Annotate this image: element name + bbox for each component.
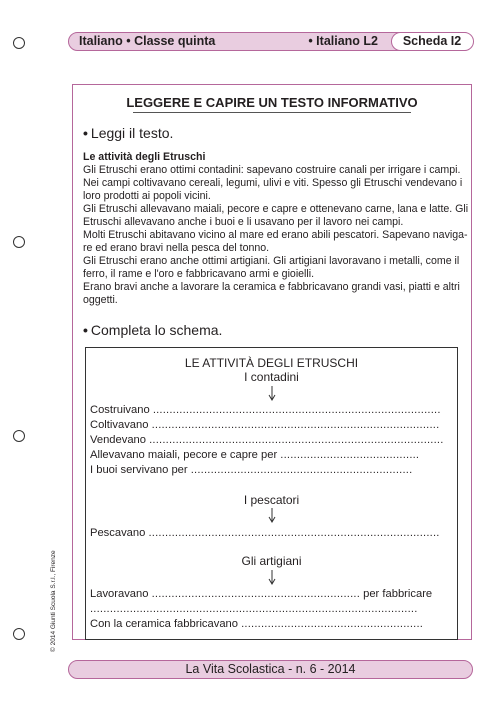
text-line: Nei campi coltivavano cereali, legumi, ulivi e viti. Spesso gli Etruschi vendevano i [83,177,463,189]
header-bar [68,32,473,51]
arrow-down-icon [267,508,277,523]
section-read-heading [83,125,173,141]
worksheet-tab: Scheda I2 [391,32,474,51]
arrow-down-icon [267,570,277,585]
answer-blank[interactable]: ................................................................................................... [90,603,418,615]
text-subtitle: Le attività degli Etruschi [83,151,206,163]
answer-blank[interactable]: .......................................... [280,449,420,461]
text-line: loro prodotti ai popoli vicini. [83,190,211,202]
answer-blank[interactable]: ......................................................................................... [149,434,444,446]
fill-row-lavoravano[interactable] [90,588,447,600]
row-label: I buoi servivano per [90,464,188,476]
fill-row-costruivano[interactable] [90,404,447,416]
fill-row-ceramica[interactable] [90,618,447,630]
title-underline [133,112,411,113]
header-course: • Italiano L2 [308,34,378,48]
heading-contadini: I contadini [244,370,299,384]
text-line: ferro, il rame e l'oro e fabbricavano armi e gioielli. [83,268,315,280]
section-read-label: Leggi il testo. [90,125,174,141]
text-line: Gli Etruschi erano anche ottimi artigiani. Gli artigiani lavoravano i metalli, come il [83,255,460,267]
text-line: oggetti. [83,294,118,306]
text-line: Gli Etruschi erano ottimi contadini: sapevano costruire canali per irrigare i campi. [83,164,461,176]
fill-row-blank[interactable] [90,603,447,615]
bullet: • [83,322,88,338]
heading-artigiani: Gli artigiani [241,554,302,568]
fill-row-vendevano[interactable] [90,434,447,446]
arrow-down-icon [267,386,277,401]
row-label: Lavoravano [90,588,149,600]
schema-box [85,347,458,640]
text-line: Erano bravi anche a lavorare la ceramica e fabbricavano grandi vasi, piatti e altri [83,281,460,293]
text-line: Gli Etruschi allevavano maiali, pecore e capre e ottenevano carne, lana e latte. Gli [83,203,469,215]
text-line: re ed erano bravi nella pesca del tonno. [83,242,270,254]
schema-title: LE ATTIVITÀ DEGLI ETRUSCHI [184,356,359,370]
section-complete-heading [83,322,222,338]
fill-row-coltivavano[interactable] [90,419,447,431]
binder-hole-4 [13,628,25,640]
text-line: Molti Etruschi abitavano vicino al mare ed erano abili pescatori. Sapevano naviga- [83,229,468,241]
text-line: Etruschi allevavano anche i buoi e li usavano per il lavoro nei campi. [83,216,404,228]
fill-row-buoi[interactable] [90,464,447,476]
section-complete-label: Completa lo schema. [90,322,223,338]
answer-blank[interactable]: ....................................................................................... [151,419,440,431]
worksheet-frame [72,84,472,640]
answer-blank[interactable]: ....................................................................................... [152,404,441,416]
header-subject: Italiano • Classe quinta [79,34,216,48]
binder-hole-2 [13,236,25,248]
row-label: Costruivano [90,404,150,416]
footer-bar: La Vita Scolastica - n. 6 - 2014 [68,660,473,679]
answer-blank[interactable]: ............................................................... [151,588,360,600]
copyright-note: © 2014 Giunti Scuola S.r.l., Firenze [50,550,57,652]
fill-row-pescavano[interactable] [90,527,447,539]
row-label: Pescavano [90,527,146,539]
row-label: Vendevano [90,434,146,446]
row-label: Con la ceramica fabbricavano [90,618,238,630]
answer-blank[interactable]: ....................................................... [241,618,424,630]
heading-pescatori: I pescatori [243,493,300,507]
bullet: • [83,125,88,141]
answer-blank[interactable]: ................................................................... [190,464,413,476]
answer-blank[interactable]: ........................................................................................ [148,527,440,539]
binder-hole-1 [13,37,25,49]
binder-hole-3 [13,430,25,442]
row-suffix: per fabbricare [363,588,433,600]
reading-text [83,151,469,307]
row-label: Coltivavano [90,419,149,431]
page-title: LEGGERE E CAPIRE UN TESTO INFORMATIVO [126,95,418,110]
fill-row-allevavano[interactable] [90,449,447,461]
row-label: Allevavano maiali, pecore e capre per [90,449,278,461]
